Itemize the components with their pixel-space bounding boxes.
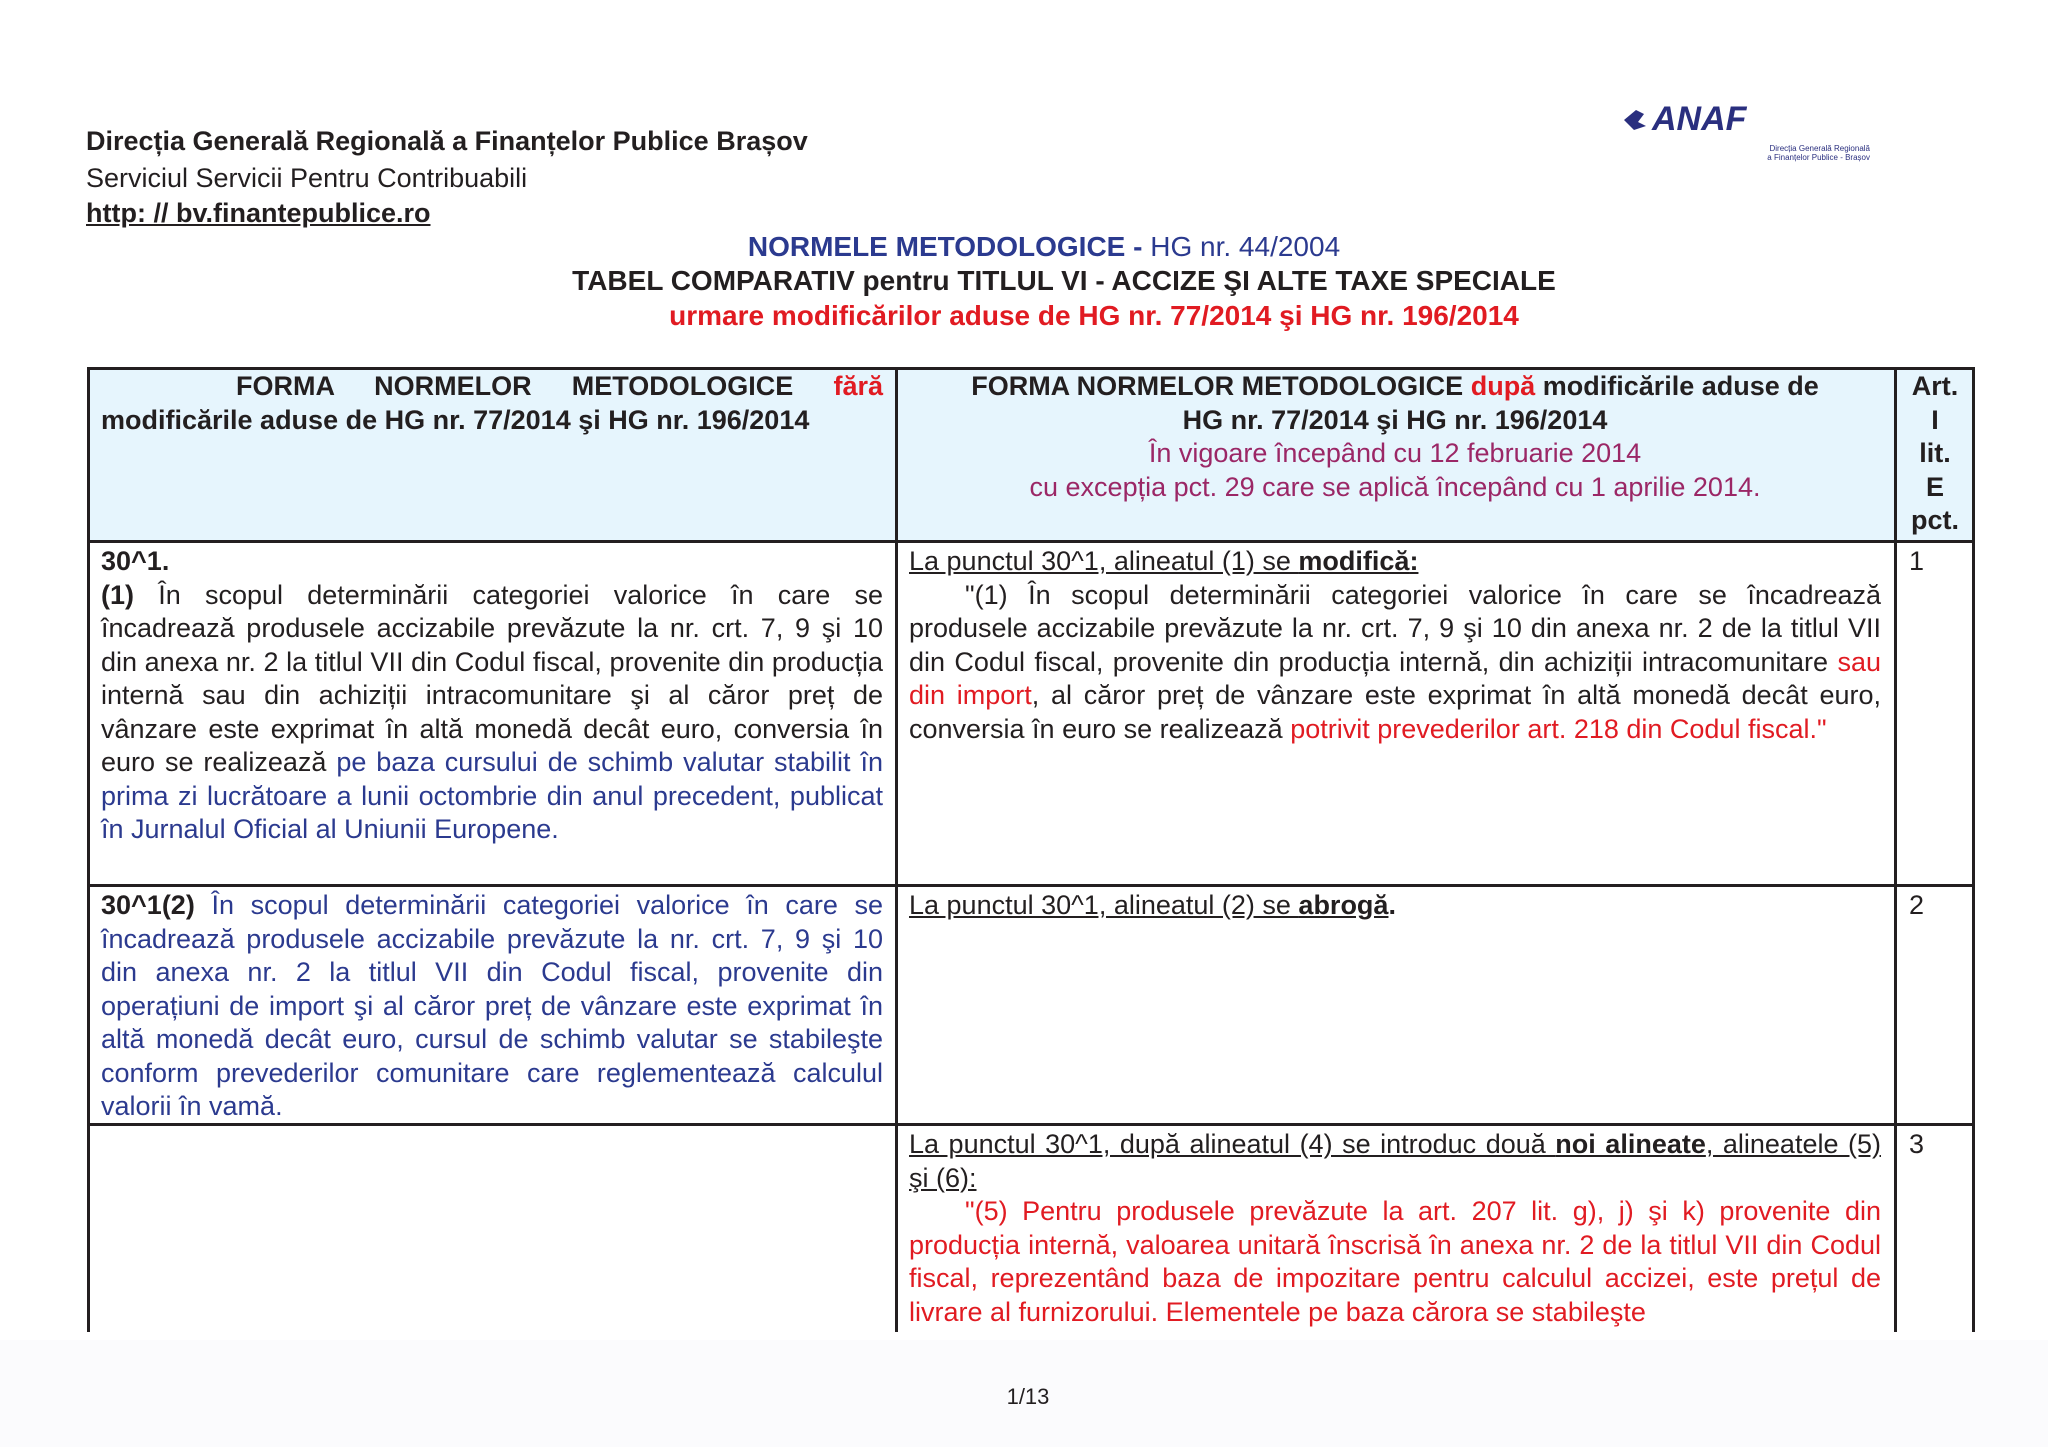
table-row-3-article: 3 [1909, 1129, 1925, 1159]
col-header-after: FORMA NORMELOR METODOLOGICE după modificările aduse de HG nr. 77/2014 şi HG nr. 196/2014 În vigoare începând cu 12 februarie 2014 cu excepția pct. 29 care se aplică începând cu 1 aprilie 2014. [971, 371, 1819, 502]
table-row-3-after: La punctul 30^1, după alineatul (4) se introduc două noi alineate, alineatele (5) şi (6): "(5) Pentru produsele prevăzute la art. 207 lit. g), j) şi k) provenite din producția internă, valoarea unitară înscrisă în anexa nr. 2 de la titlul VII din Codul fiscal, reprezentând baza de impozitare pentru calculul accizei, este prețul de livrare al furnizorului. Elementele pe baza cărora se stabileşte [909, 1129, 1881, 1327]
logo-subtitle: Direcția Generală Regională a Finanțelor Publice - Brașov [1767, 144, 1870, 162]
table-row-2-after: La punctul 30^1, alineatul (2) se abrogă. [909, 890, 1396, 920]
doc-title-2: TABEL COMPARATIV pentru TITLUL VI - ACCIZE ŞI ALTE TAXE SPECIALE [572, 265, 1556, 296]
doc-title-3: urmare modificărilor aduse de HG nr. 77/2014 şi HG nr. 196/2014 [669, 300, 1519, 331]
page-number: 1/13 [1006, 1384, 1050, 1409]
table-row-2-before: 30^1(2) În scopul determinării categoriei valorice în care se încadrează produsele accizabile prevăzute la nr. crt. 7, 9 şi 10 din anexa nr. 2 la titlul VII din Codul fiscal, provenite din operațiuni de import şi al căror preț de vânzare este exprimat în altă monedă decât euro, cursul de schimb valutar se stabileşte conform prevederilor comunitare care reglementează calculul valorii în vamă. [101, 890, 883, 1121]
org-name: Direcția Generală Regională a Finanțelor Publice Brașov [86, 126, 808, 156]
table-line [895, 367, 898, 1332]
table-row-1-article: 1 [1909, 546, 1925, 576]
org-url-link[interactable]: http: // bv.finantepublice.ro [86, 198, 431, 228]
table-line [87, 367, 90, 1332]
table-line [1972, 367, 1975, 1332]
table-line [87, 884, 1975, 887]
logo-text: ANAF [1652, 100, 1747, 138]
table-row-2-article: 2 [1909, 890, 1925, 920]
org-service: Serviciul Servicii Pentru Contribuabili [86, 163, 528, 193]
table-row-1-before: 30^1. (1) În scopul determinării categoriei valorice în care se încadrează produsele accizabile prevăzute la nr. crt. 7, 9 şi 10 din anexa nr. 2 la titlul VII din Codul fiscal, provenite din producția internă sau din achiziții intracomunitare şi al căror preț de vânzare este exprimat în altă monedă decât euro, conversia în euro se realizează pe baza cursului de schimb valutar stabilit în prima zi lucrătoare a lunii octombrie din anul precedent, publicat în Jurnalul Oficial al Uniunii Europene. [101, 546, 883, 844]
table-row-1-after: La punctul 30^1, alineatul (1) se modifică: "(1) În scopul determinării categoriei valorice în care se încadrează produsele accizabile prevăzute la nr. crt. 7, 9 şi 10 din anexa nr. 2 de la titlul VII din Codul fiscal, provenite din producția internă, din achiziții intracomunitare sau din import, al căror preț de vânzare este exprimat în altă monedă decât euro, conversia în euro se realizează potrivit prevederilor art. 218 din Codul fiscal." [909, 546, 1881, 744]
comparison-table [87, 367, 1975, 1332]
col-header-before: FORMA NORMELOR METODOLOGICE fără modificările aduse de HG nr. 77/2014 şi HG nr. 196/2014 [101, 371, 883, 435]
doc-title-1: NORMELE METODOLOGICE - HG nr. 44/2004 [747, 231, 1341, 262]
table-line [1894, 367, 1897, 1332]
table-line [87, 540, 1975, 543]
col-header-article: Art. I lit. E pct. [1910, 371, 1959, 535]
